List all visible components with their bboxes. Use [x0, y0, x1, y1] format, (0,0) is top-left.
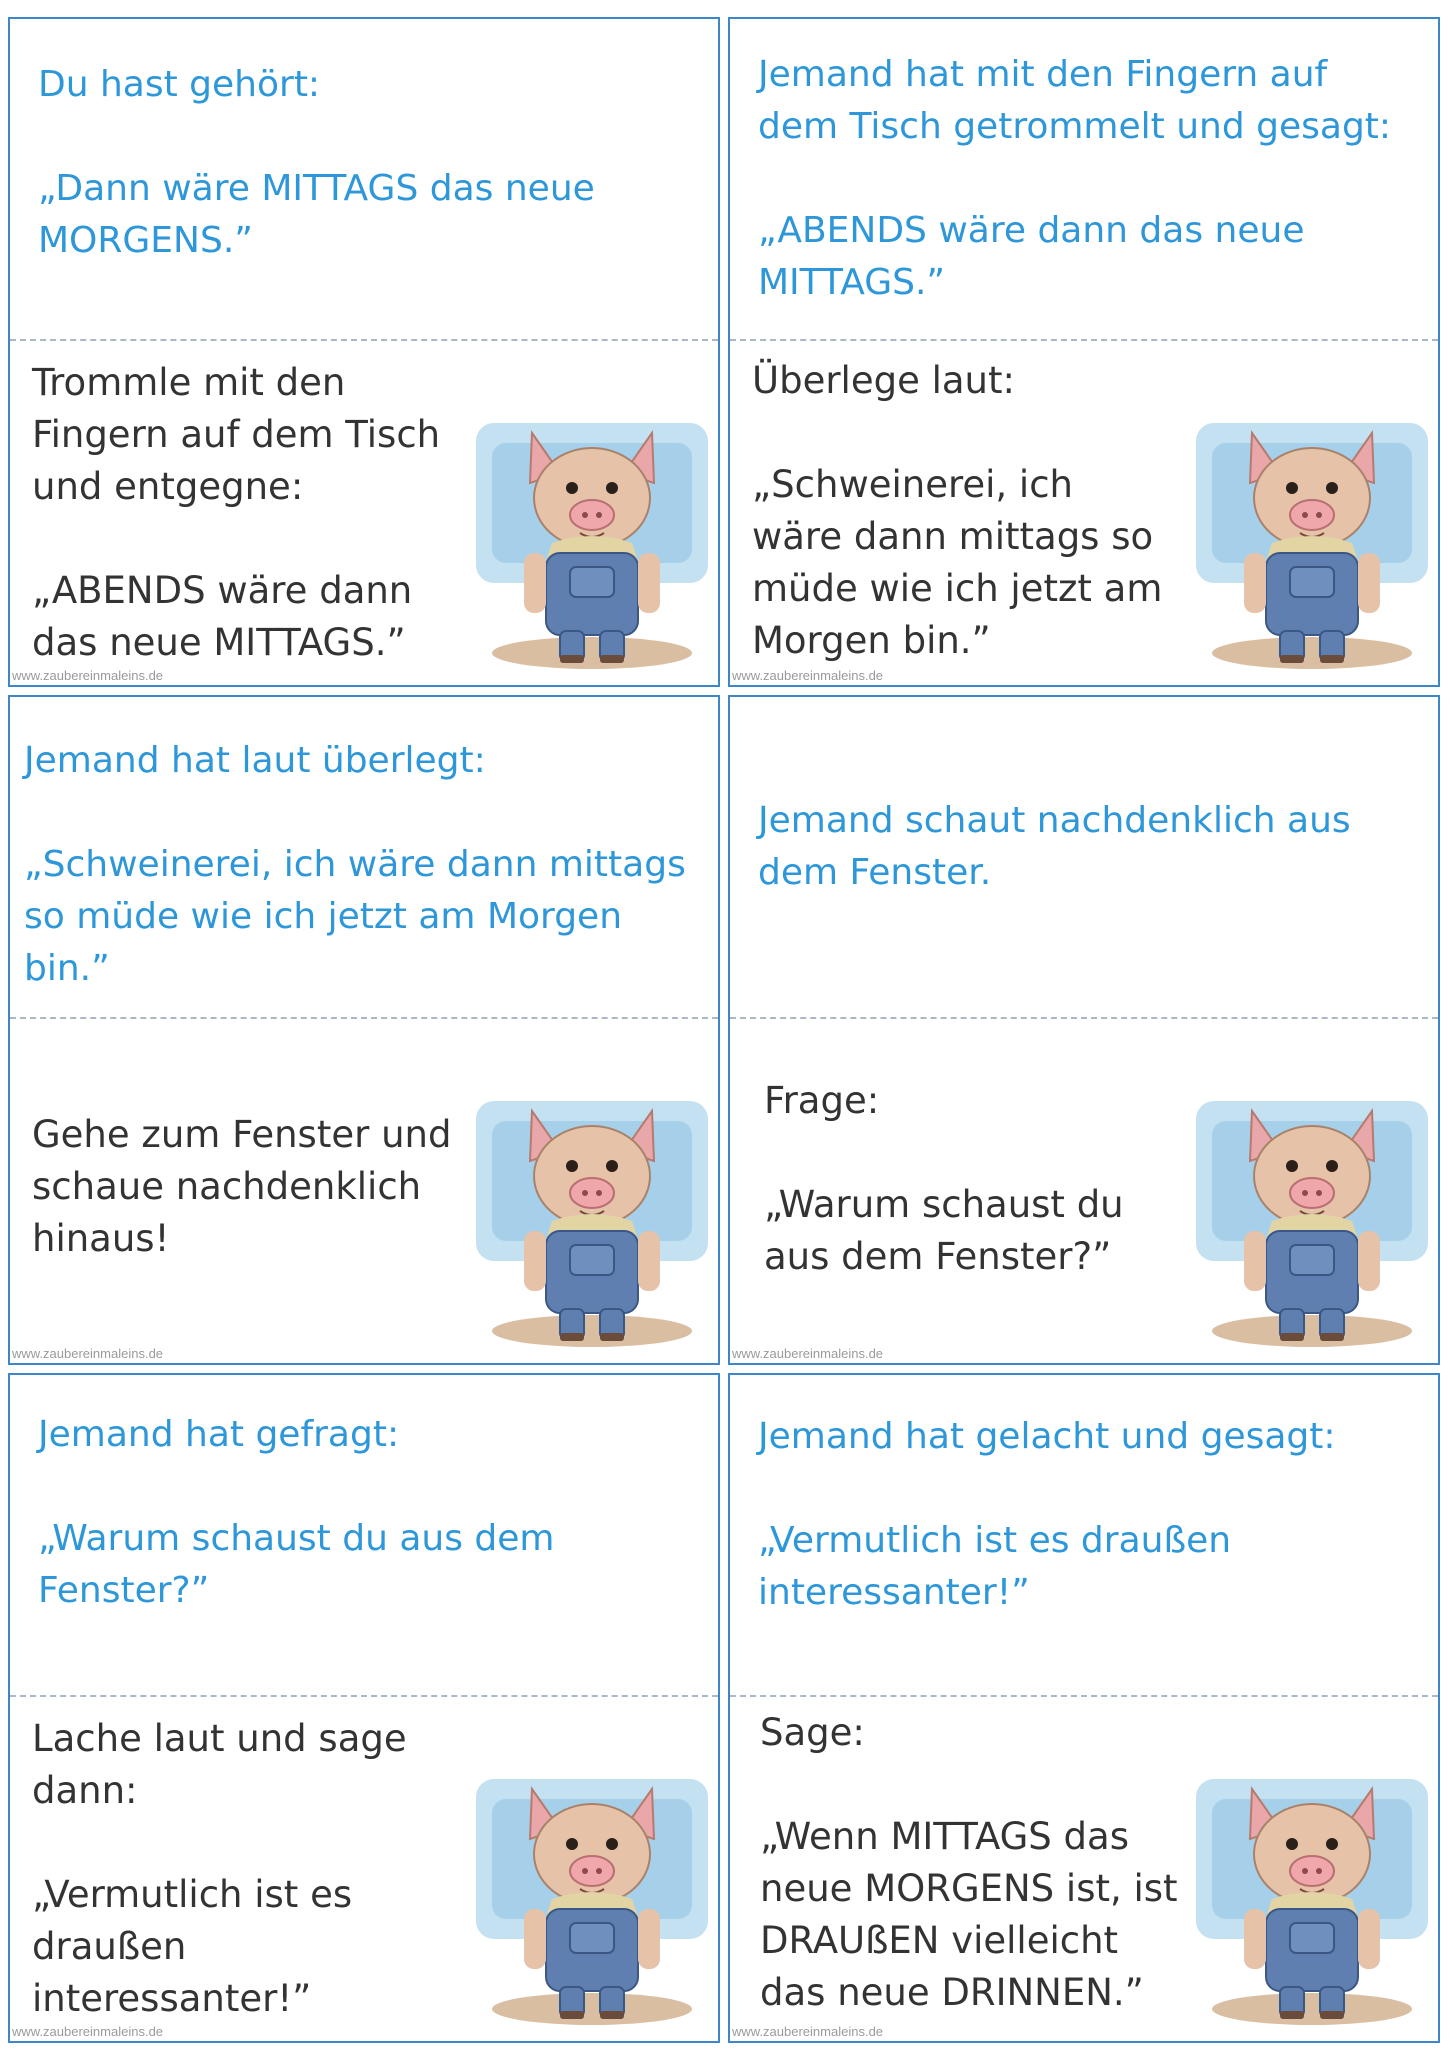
question-quote: „ABENDS wäre dann das neue MITTAGS.” — [758, 210, 1305, 303]
card-3 — [8, 695, 720, 1365]
action-intro: Sage: — [760, 1711, 865, 1754]
card-6 — [728, 1373, 1440, 2043]
card-fold-line — [10, 1017, 718, 1019]
action-quote: „Vermutlich ist es draußen interessanter!” — [32, 1873, 353, 2020]
watermark: www.zaubereinmaleins.de — [12, 2024, 164, 2039]
piglet-in-overalls-icon — [472, 1081, 712, 1353]
card-fold-line — [10, 1695, 718, 1697]
piglet-in-overalls-icon — [1192, 1081, 1432, 1353]
watermark: www.zaubereinmaleins.de — [12, 668, 164, 683]
question-intro: Du hast gehört: — [38, 64, 321, 105]
action-text — [32, 1109, 452, 1265]
question-intro: Jemand hat gelacht und gesagt: — [758, 1416, 1336, 1457]
card-1 — [8, 17, 720, 687]
question-quote: „Schweinerei, ich wäre dann mittags so müde wie ich jetzt am Morgen bin.” — [24, 844, 686, 989]
action-text — [32, 357, 452, 669]
piglet-in-overalls-icon — [1192, 403, 1432, 675]
action-text — [764, 1075, 1164, 1283]
question-quote: „Warum schaust du aus dem Fenster?” — [38, 1518, 555, 1611]
question-intro: Jemand schaut nachdenklich aus dem Fenster. — [758, 800, 1351, 893]
question-text — [24, 735, 714, 995]
action-intro: Überlege laut: — [752, 359, 1015, 402]
question-text — [758, 1411, 1378, 1619]
card-fold-line — [730, 339, 1438, 341]
watermark: www.zaubereinmaleins.de — [732, 668, 884, 683]
action-intro: Gehe zum Fenster und schaue nachdenklich hinaus! — [32, 1113, 452, 1260]
piglet-in-overalls-icon — [472, 403, 712, 675]
action-text — [32, 1713, 472, 2025]
question-quote: „Vermutlich ist es draußen interessanter!” — [758, 1520, 1232, 1613]
piglet-in-overalls-icon — [1192, 1759, 1432, 2031]
action-intro: Frage: — [764, 1079, 880, 1122]
action-text — [752, 355, 1172, 667]
question-text — [38, 59, 678, 267]
action-text — [760, 1707, 1190, 2019]
card-2 — [728, 17, 1440, 687]
card-fold-line — [10, 339, 718, 341]
watermark: www.zaubereinmaleins.de — [732, 2024, 884, 2039]
action-quote: „Wenn MITTAGS das neue MORGENS ist, ist DRAUßEN vielleicht das neue DRINNEN.” — [760, 1815, 1178, 2014]
card-5 — [8, 1373, 720, 2043]
card-4 — [728, 695, 1440, 1365]
action-quote: „Schweinerei, ich wäre dann mittags so müde wie ich jetzt am Morgen bin.” — [752, 463, 1163, 662]
question-intro: Jemand hat mit den Fingern auf dem Tisch getrommelt und gesagt: — [758, 54, 1392, 147]
question-text — [758, 49, 1418, 309]
question-text — [38, 1409, 638, 1617]
watermark: www.zaubereinmaleins.de — [732, 1346, 884, 1361]
action-intro: Lache laut und sage dann: — [32, 1717, 407, 1812]
action-quote: „Warum schaust du aus dem Fenster?” — [764, 1183, 1124, 1278]
card-fold-line — [730, 1017, 1438, 1019]
action-quote: „ABENDS wäre dann das neue MITTAGS.” — [32, 569, 413, 664]
question-text — [758, 795, 1398, 899]
watermark: www.zaubereinmaleins.de — [12, 1346, 164, 1361]
card-fold-line — [730, 1695, 1438, 1697]
question-quote: „Dann wäre MITTAGS das neue MORGENS.” — [38, 168, 595, 261]
question-intro: Jemand hat gefragt: — [38, 1414, 400, 1455]
piglet-in-overalls-icon — [472, 1759, 712, 2031]
question-intro: Jemand hat laut überlegt: — [24, 740, 486, 781]
action-intro: Trommle mit den Fingern auf dem Tisch und entgegne: — [32, 361, 441, 508]
